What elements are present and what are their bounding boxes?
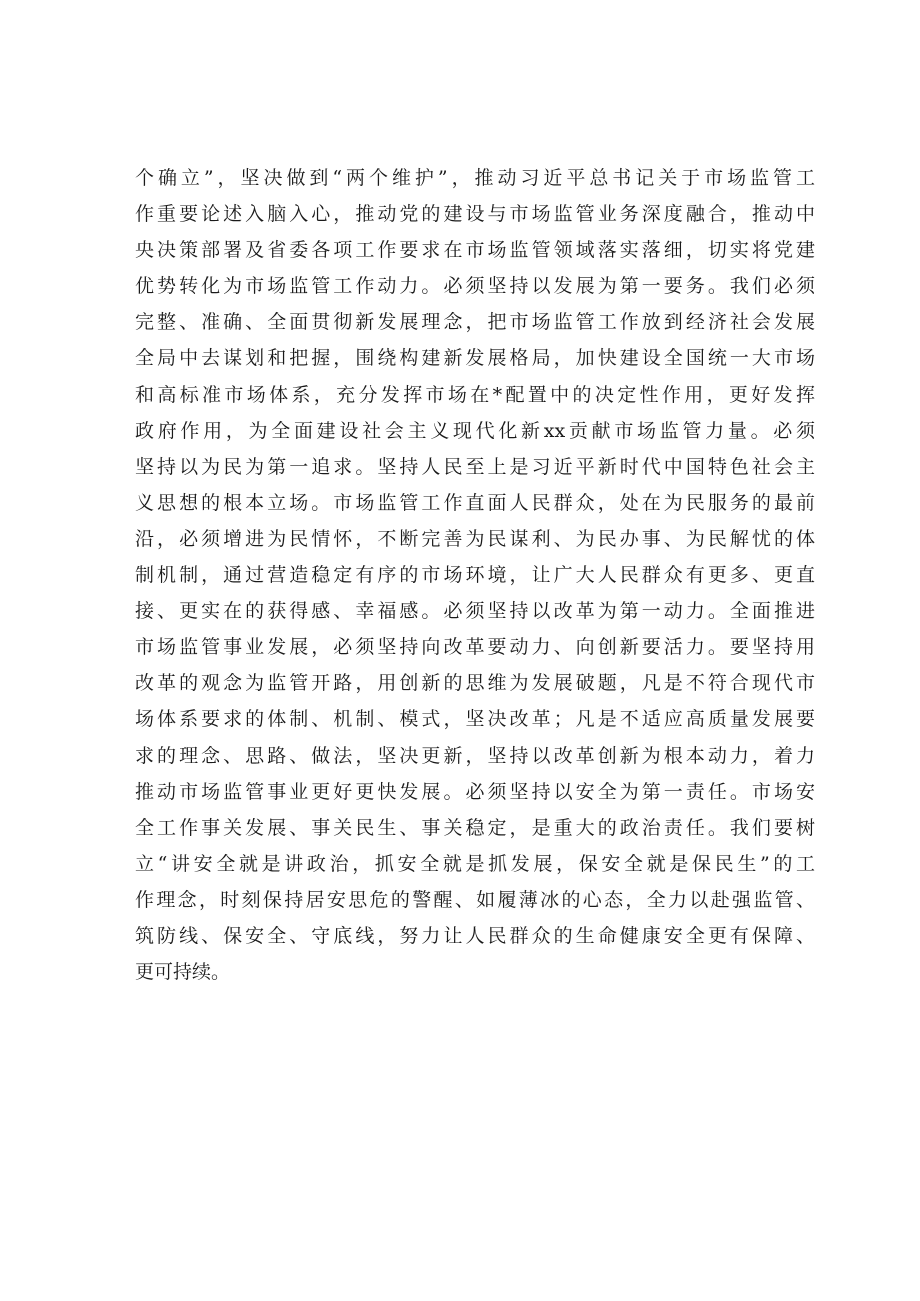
paragraph-line: 改革的观念为监管开路，用创新的思维为发展破题，凡是不符合现代市 (135, 672, 815, 695)
paragraph-line: 完整、准确、全面贯彻新发展理念，把市场监管工作放到经济社会发展 (135, 311, 815, 334)
paragraph-line: 央决策部署及省委各项工作要求在市场监管领域落实落细，切实将党建 (135, 239, 815, 262)
paragraph-line: 全工作事关发展、事关民生、事关稳定，是重大的政治责任。我们要树 (135, 816, 815, 839)
paragraph-line: 场体系要求的体制、机制、模式，坚决改革；凡是不适应高质量发展要 (135, 708, 815, 731)
paragraph-line: 接、更实在的获得感、幸福感。必须坚持以改革为第一动力。全面推进 (135, 600, 815, 623)
body-paragraph (135, 160, 815, 990)
paragraph-line: 义思想的根本立场。市场监管工作直面人民群众，处在为民服务的最前 (135, 491, 815, 514)
paragraph-line: 市场监管事业发展，必须坚持向改革要动力、向创新要活力。要坚持用 (135, 636, 815, 659)
paragraph-line: 更可持续。 (135, 961, 231, 984)
paragraph-line: 筑防线、保安全、守底线，努力让人民群众的生命健康安全更有保障、 (135, 924, 815, 947)
paragraph-line: 优势转化为市场监管工作动力。必须坚持以发展为第一要务。我们必须 (135, 275, 815, 298)
paragraph-line: 坚持以为民为第一追求。坚持人民至上是习近平新时代中国特色社会主 (135, 455, 815, 478)
paragraph-line: 制机制，通过营造稳定有序的市场环境，让广大人民群众有更多、更直 (135, 564, 815, 587)
paragraph-line: 作重要论述入脑入心，推动党的建设与市场监管业务深度融合，推动中 (135, 203, 815, 226)
paragraph-line: 推动市场监管事业更好更快发展。必须坚持以安全为第一责任。市场安 (135, 780, 815, 803)
paragraph-line: 立“讲安全就是讲政治，抓安全就是抓发展，保安全就是保民生”的工 (135, 852, 815, 875)
paragraph-line: 和高标准市场体系，充分发挥市场在*配置中的决定性作用，更好发挥 (135, 383, 815, 406)
paragraph-line: 求的理念、思路、做法，坚决更新，坚持以改革创新为根本动力，着力 (135, 744, 815, 767)
paragraph-line: 个确立”，坚决做到“两个维护”，推动习近平总书记关于市场监管工 (135, 167, 815, 189)
paragraph-line: 作理念，时刻保持居安思危的警醒、如履薄冰的心态，全力以赴强监管、 (135, 888, 815, 911)
paragraph-line: 政府作用，为全面建设社会主义现代化新xx贡献市场监管力量。必须 (135, 419, 815, 442)
paragraph-line: 沿，必须增进为民情怀，不断完善为民谋利、为民办事、为民解忧的体 (135, 527, 815, 550)
paragraph-line: 全局中去谋划和把握，围绕构建新发展格局，加快建设全国统一大市场 (135, 347, 815, 370)
